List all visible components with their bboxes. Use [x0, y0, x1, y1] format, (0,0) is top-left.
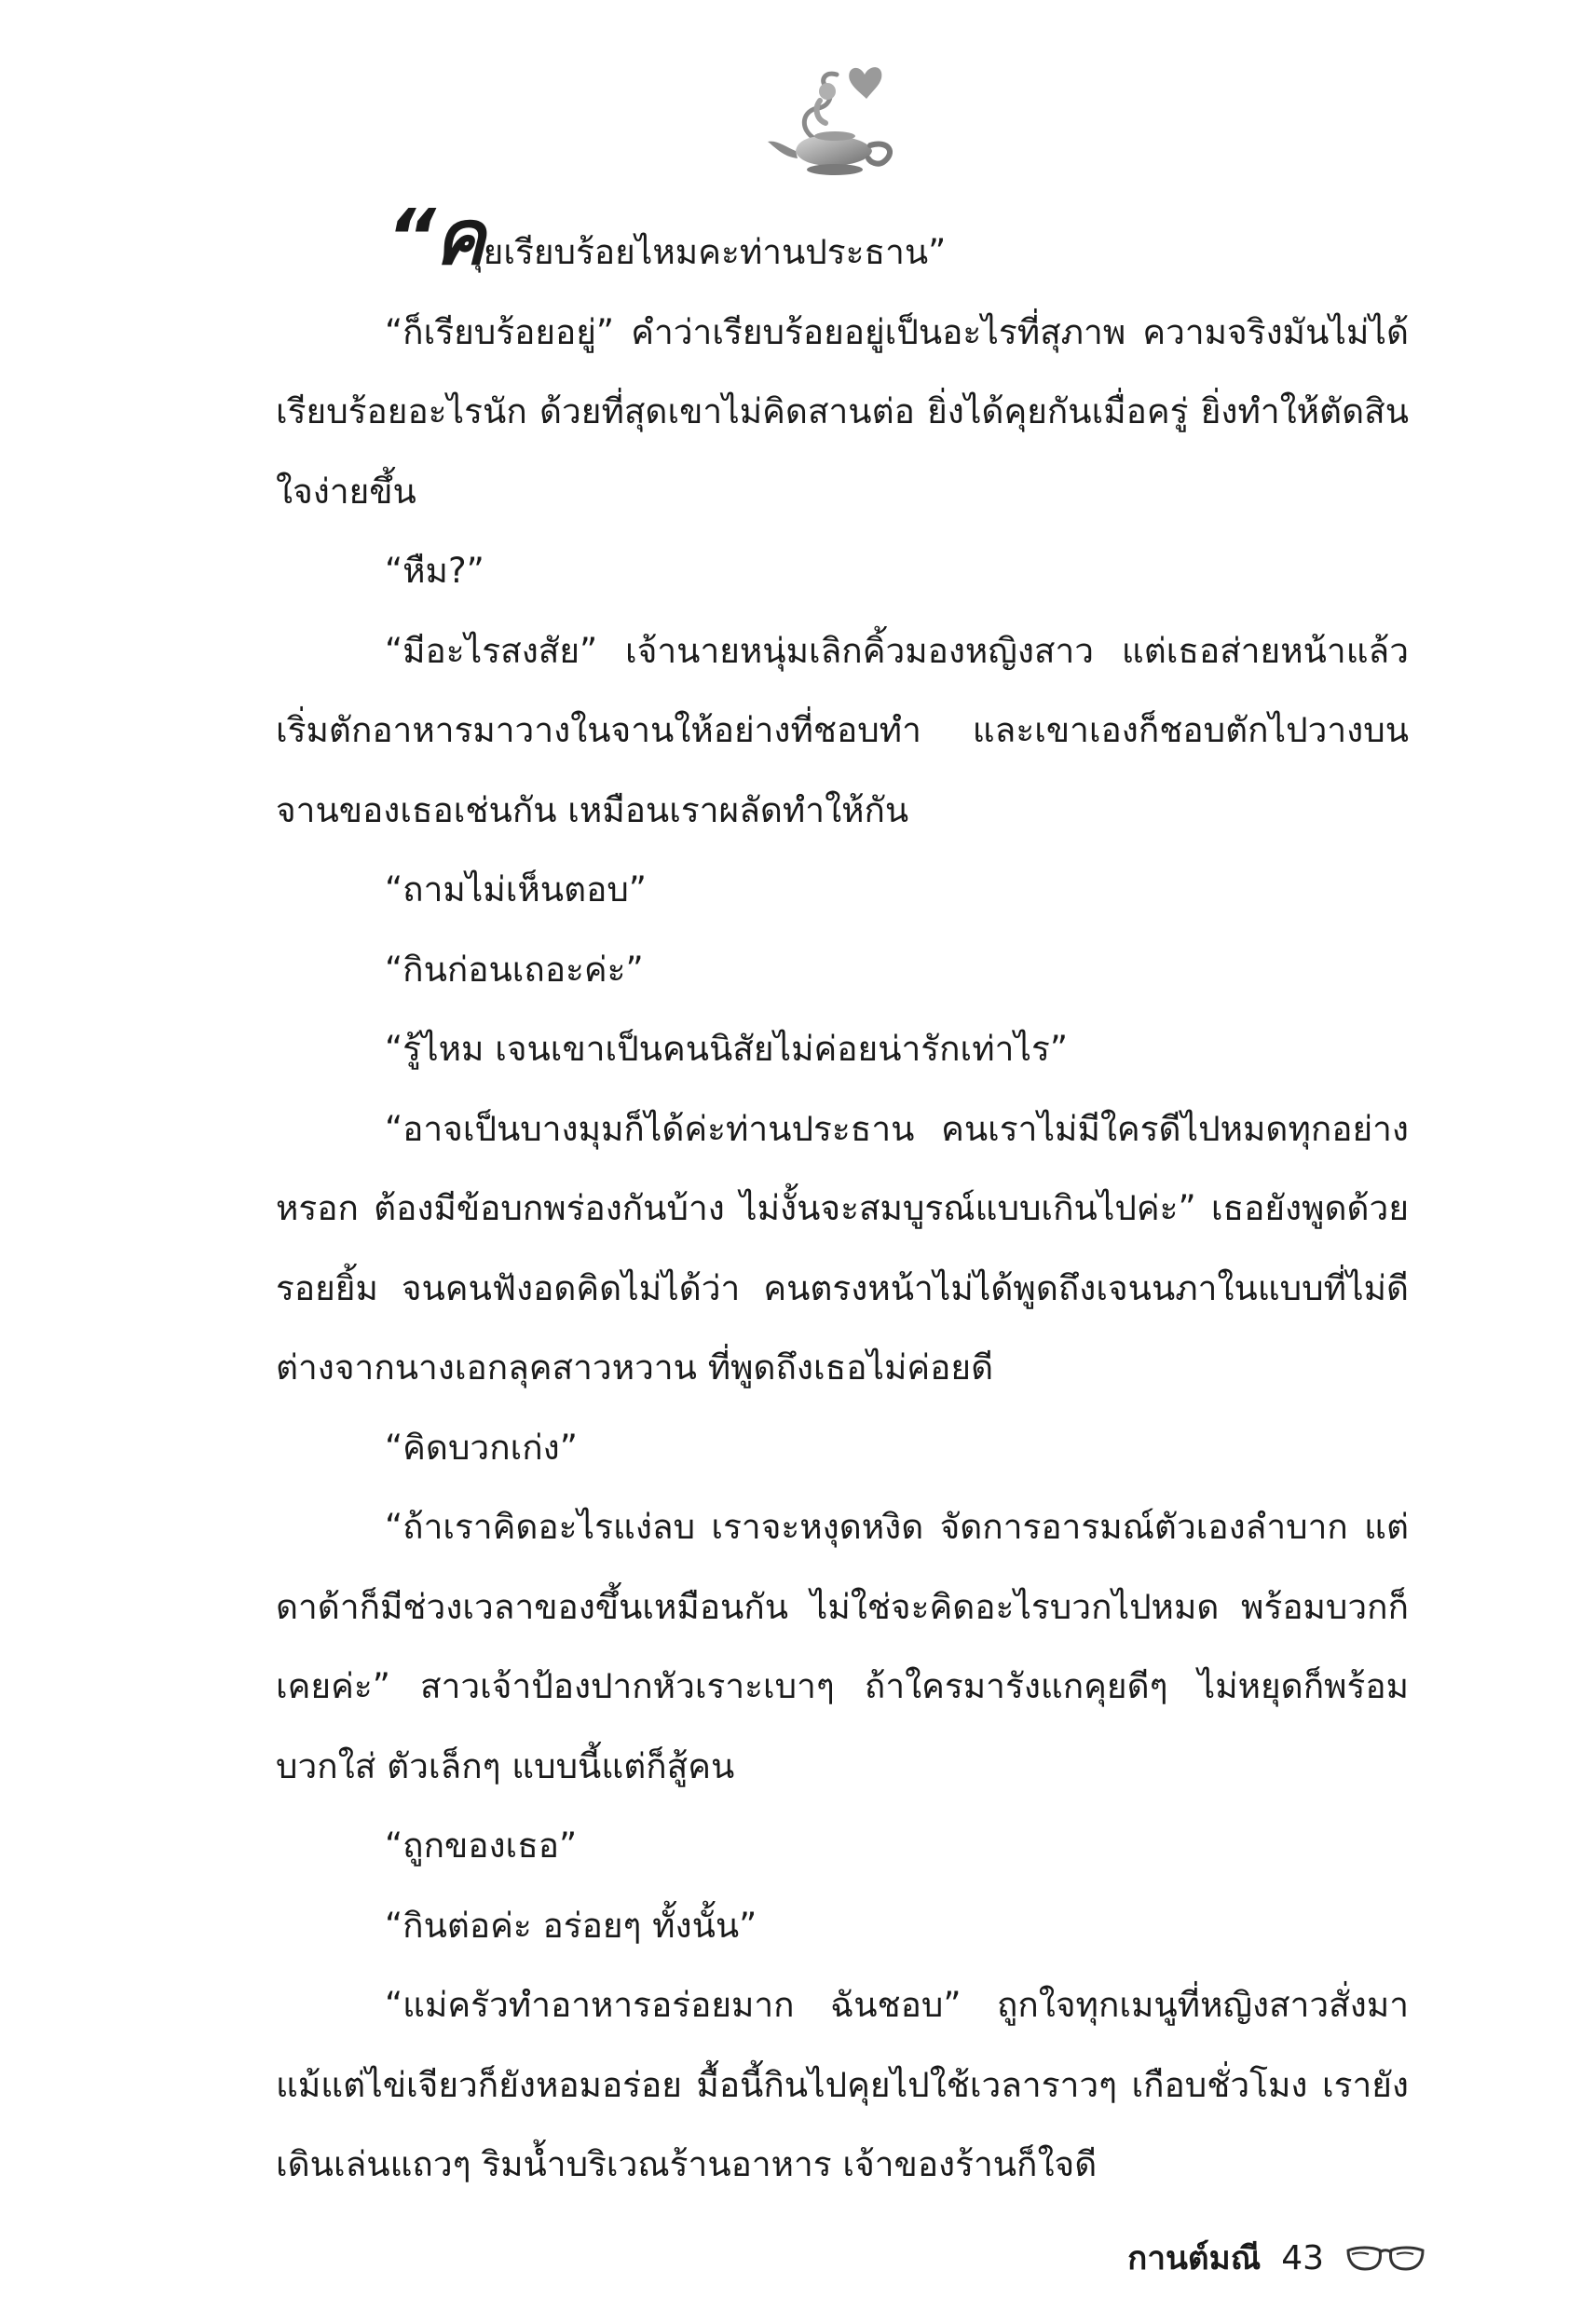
- paragraph: “คิดบวกเก่ง”: [385, 1427, 578, 1468]
- paragraph: “รู้ไหม เจนเขาเป็นคนนิสัยไม่ค่อยน่ารักเท่าไร”: [385, 1029, 1069, 1069]
- paragraph: “กินก่อนเถอะค่ะ”: [385, 949, 644, 990]
- opening-line-text: ุยเรียบร้อยไหมคะท่านประธาน”: [483, 232, 947, 272]
- paragraph: “ถูกของเธอ”: [385, 1826, 578, 1866]
- dropcap-quote: “: [387, 194, 434, 282]
- book-title: กานต์มณี: [1127, 2239, 1262, 2277]
- glasses-icon: [1344, 2241, 1426, 2275]
- dropcap-letter: ค: [433, 194, 484, 282]
- paragraph-opening: [276, 194, 1409, 293]
- paragraph: “ถ้าเราคิดอะไรแง่ลบ เราจะหงุดหงิด จัดการอารมณ์ตัวเองลำบาก แต่ดาด้าก็มีช่วงเวลาของขึ้นเหมือนกัน ไม่ใช่จะคิดอะไรบวกไปหมด พร้อมบวกก็เคยค่ะ” สาวเจ้าป้องปากหัวเราะเบาๆ ถ้าใครมารังแกคุยดีๆ ไม่หยุดก็พร้อมบวกใส่ ตัวเล็กๆ แบบนี้แต่ก็สู้คน: [276, 1507, 1409, 1786]
- page-footer: [1127, 2235, 1426, 2281]
- paragraph: “กินต่อค่ะ อร่อยๆ ทั้งนั้น”: [385, 1905, 757, 1946]
- paragraph: “แม่ครัวทำอาหารอร่อยมาก ฉันชอบ” ถูกใจทุกเมนูที่หญิงสาวสั่งมา แม้แต่ไข่เจียวก็ยังหอมอร่อย มื้อนี้กินไปคุยไปใช้เวลาราวๆ เกือบชั่วโมง เรายังเดินเล่นแถวๆ ริมน้ำบริเวณร้านอาหาร เจ้าของร้านก็ใจดี: [276, 1985, 1409, 2184]
- paragraph: “มีอะไรสงสัย” เจ้านายหนุ่มเลิกคิ้วมองหญิงสาว แต่เธอส่ายหน้าแล้วเริ่มตักอาหารมาวางในจานให้อย่างที่ชอบทำ และเขาเองก็ชอบตักไปวางบนจานของเธอเช่นกัน เหมือนเราผลัดทำให้กัน: [276, 630, 1409, 830]
- paragraph: “อาจเป็นบางมุมก็ได้ค่ะท่านประธาน คนเราไม่มีใครดีไปหมดทุกอย่างหรอก ต้องมีข้อบกพร่องกันบ้าง ไม่งั้นจะสมบูรณ์แบบเกินไปค่ะ” เธอยังพูดด้วยรอยยิ้ม จนคนฟังอดคิดไม่ได้ว่า คนตรงหน้าไม่ได้พูดถึงเจนนภาในแบบที่ไม่ดี ต่างจากนางเอกลุคสาวหวาน ที่พูดถึงเธอไม่ค่อยดี: [276, 1108, 1409, 1388]
- paragraph: “ก็เรียบร้อยอยู่” คำว่าเรียบร้อยอยู่เป็นอะไรที่สุภาพ ความจริงมันไม่ได้เรียบร้อยอะไรนัก ด้วยที่สุดเขาไม่คิดสานต่อ ยิ่งได้คุยกันเมื่อครู่ ยิ่งทำให้ตัดสินใจง่ายขึ้น: [276, 311, 1409, 512]
- teapot-ornament-icon: [760, 54, 909, 185]
- paragraph: “ถามไม่เห็นตอบ”: [385, 869, 647, 909]
- page-number: 43: [1281, 2238, 1324, 2277]
- paragraph: “หืม?”: [385, 551, 484, 591]
- page-body: [276, 194, 1409, 2205]
